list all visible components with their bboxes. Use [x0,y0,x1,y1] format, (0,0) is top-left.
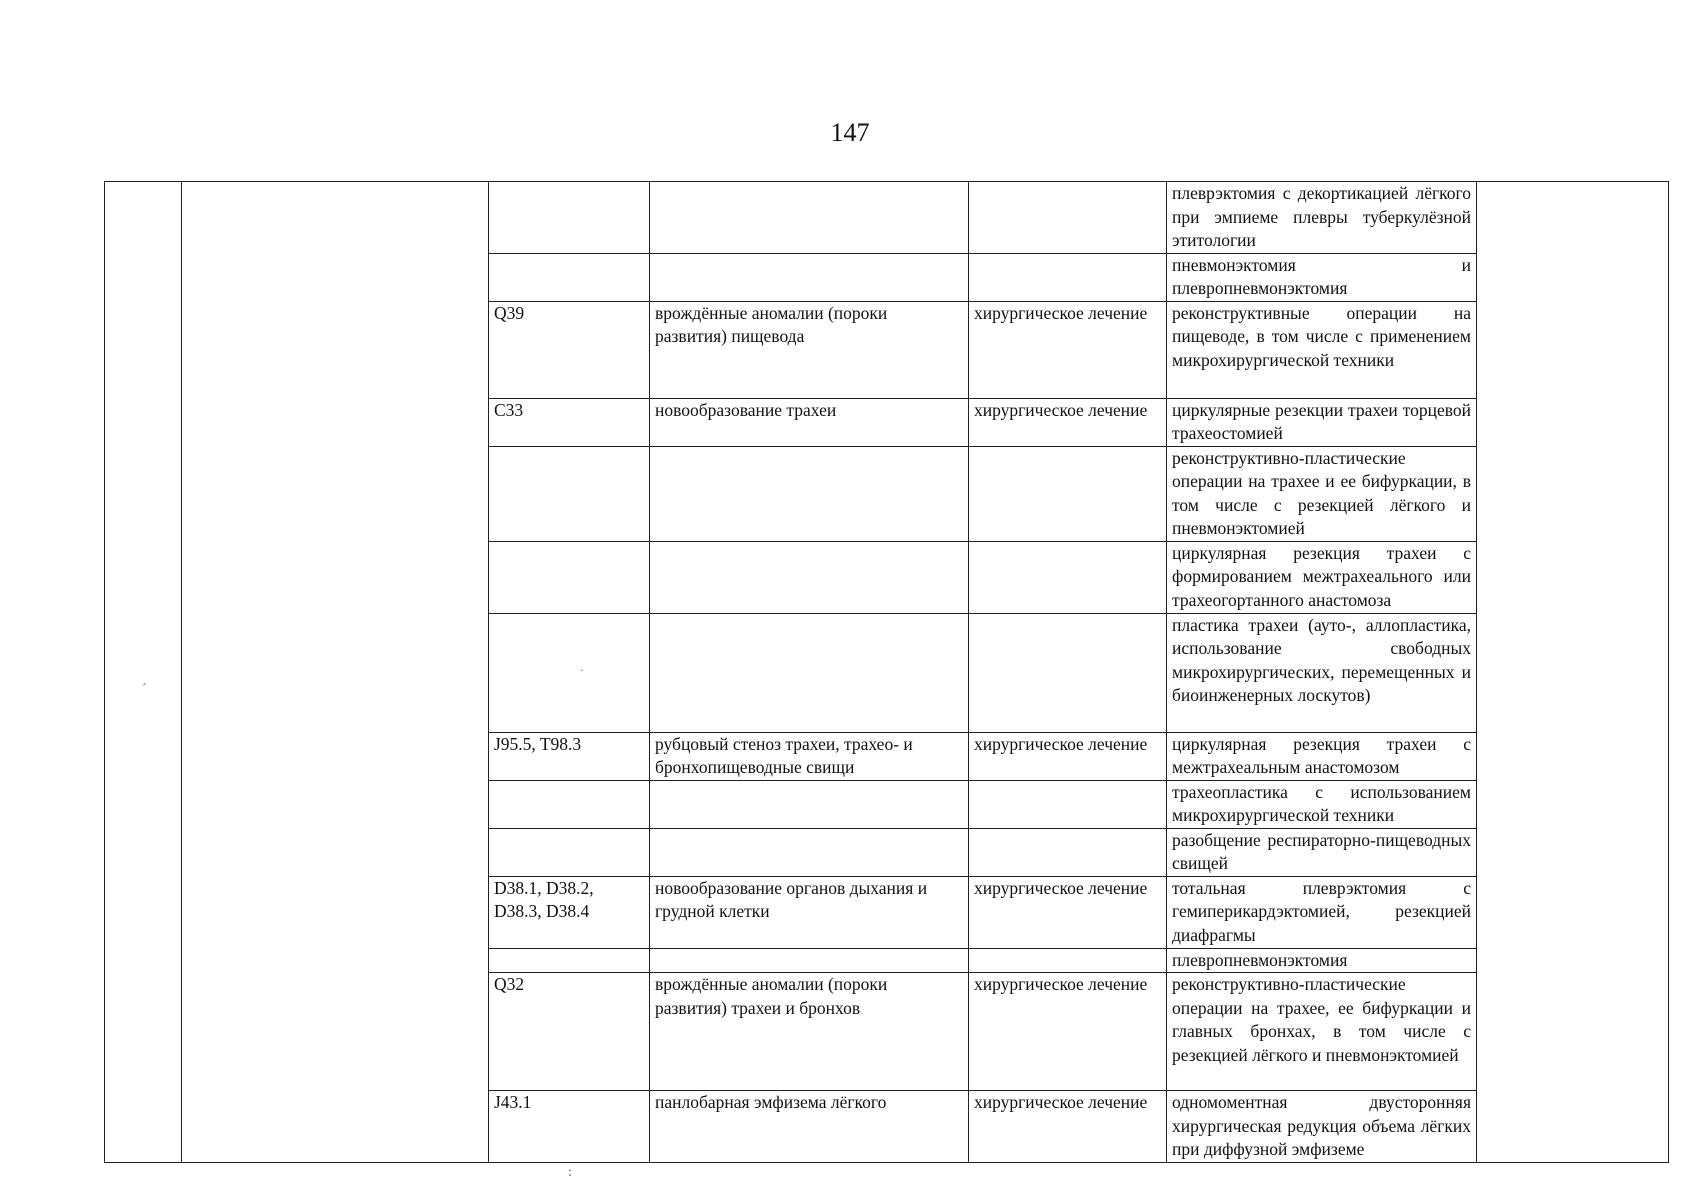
treatment-mode-cell: хирургическое лечение [969,973,1167,1091]
treatment-method-cell: реконструктивно-пластические операции на трахее, ее бифуркации и главных бронхах, в том числе с резекцией лёгкого и пневмонэктомией [1167,973,1477,1091]
treatment-method-cell: одномоментная двусторонняя хирургическая редукция объема лёгких при диффузной эмфиземе [1167,1091,1477,1163]
icd-code-cell [489,780,650,828]
treatment-method-cell: плеврэктомия с декортикацией лёгкого при эмпиеме плевры туберкулёзной этитологии [1167,182,1477,254]
diagnosis-cell [650,253,969,301]
treatment-mode-cell [969,613,1167,732]
treatment-method-cell: реконструктивно-пластические операции на трахее и ее бифуркации, в том числе с резекцией лёгкого и пневмонэктомией [1167,446,1477,541]
diagnosis-cell [650,948,969,973]
stray-pen-mark: ˊ [142,682,147,697]
icd-code-cell [489,541,650,613]
treatment-method-cell: циркулярная резекция трахеи с межтрахеальным анастомозом [1167,732,1477,780]
icd-code-cell: Q32 [489,973,650,1091]
treatment-method-cell: плевропневмонэктомия [1167,948,1477,973]
diagnosis-cell: врождённые аномалии (пороки развития) трахеи и бронхов [650,973,969,1091]
treatment-mode-cell: хирургическое лечение [969,1091,1167,1163]
treatment-method-cell: тотальная плеврэктомия с гемиперикардэктомией, резекцией диафрагмы [1167,876,1477,948]
blank-col-2 [182,182,489,1163]
diagnosis-cell [650,182,969,254]
treatment-method-cell: пластика трахеи (ауто-, аллопластика, использование свободных микрохирургических, перемещенных и биоинженерных лоскутов) [1167,613,1477,732]
icd-code-cell [489,613,650,732]
icd-code-cell: J95.5, T98.3 [489,732,650,780]
treatment-method-cell: циркулярная резекция трахеи с формированием межтрахеального или трахеогортанного анастомоза [1167,541,1477,613]
diagnosis-cell: новообразование органов дыхания и грудной клетки [650,876,969,948]
treatment-method-cell: пневмонэктомия и плевропневмонэктомия [1167,253,1477,301]
medical-procedures-table [104,181,1669,1163]
blank-col-1 [105,182,182,1163]
diagnosis-cell [650,780,969,828]
icd-code-cell [489,828,650,876]
diagnosis-cell: рубцовый стеноз трахеи, трахео- и бронхопищеводные свищи [650,732,969,780]
treatment-method-cell: циркулярные резекции трахеи торцевой трахеостомией [1167,398,1477,446]
icd-code-cell [489,948,650,973]
icd-code-cell: D38.1, D38.2, D38.3, D38.4 [489,876,650,948]
icd-code-cell [489,253,650,301]
treatment-method-cell: реконструктивные операции на пищеводе, в том числе с применением микрохирургической техники [1167,301,1477,398]
icd-code-cell: C33 [489,398,650,446]
treatment-method-cell: разобщение респираторно-пищеводных свищей [1167,828,1477,876]
diagnosis-cell: панлобарная эмфизема лёгкого [650,1091,969,1163]
diagnosis-cell: новообразование трахеи [650,398,969,446]
treatment-mode-cell [969,828,1167,876]
treatment-mode-cell [969,948,1167,973]
diagnosis-cell [650,828,969,876]
icd-code-cell [489,446,650,541]
diagnosis-cell [650,541,969,613]
icd-code-cell: J43.1 [489,1091,650,1163]
treatment-mode-cell: хирургическое лечение [969,398,1167,446]
treatment-mode-cell [969,780,1167,828]
treatment-method-cell: трахеопластика с использованием микрохирургической техники [1167,780,1477,828]
blank-col-last [1477,182,1669,1163]
diagnosis-cell [650,446,969,541]
icd-code-cell [489,182,650,254]
diagnosis-cell: врождённые аномалии (пороки развития) пищевода [650,301,969,398]
stray-colon-mark: : [568,1165,572,1180]
treatment-mode-cell [969,446,1167,541]
treatment-mode-cell [969,541,1167,613]
treatment-mode-cell: хирургическое лечение [969,876,1167,948]
treatment-mode-cell: хирургическое лечение [969,732,1167,780]
table-row [105,182,1669,254]
treatment-mode-cell [969,253,1167,301]
icd-code-cell: Q39 [489,301,650,398]
diagnosis-cell [650,613,969,732]
stray-dot-mark: · [580,666,584,677]
treatment-mode-cell: хирургическое лечение [969,301,1167,398]
treatment-mode-cell [969,182,1167,254]
page-number: 147 [830,118,870,147]
